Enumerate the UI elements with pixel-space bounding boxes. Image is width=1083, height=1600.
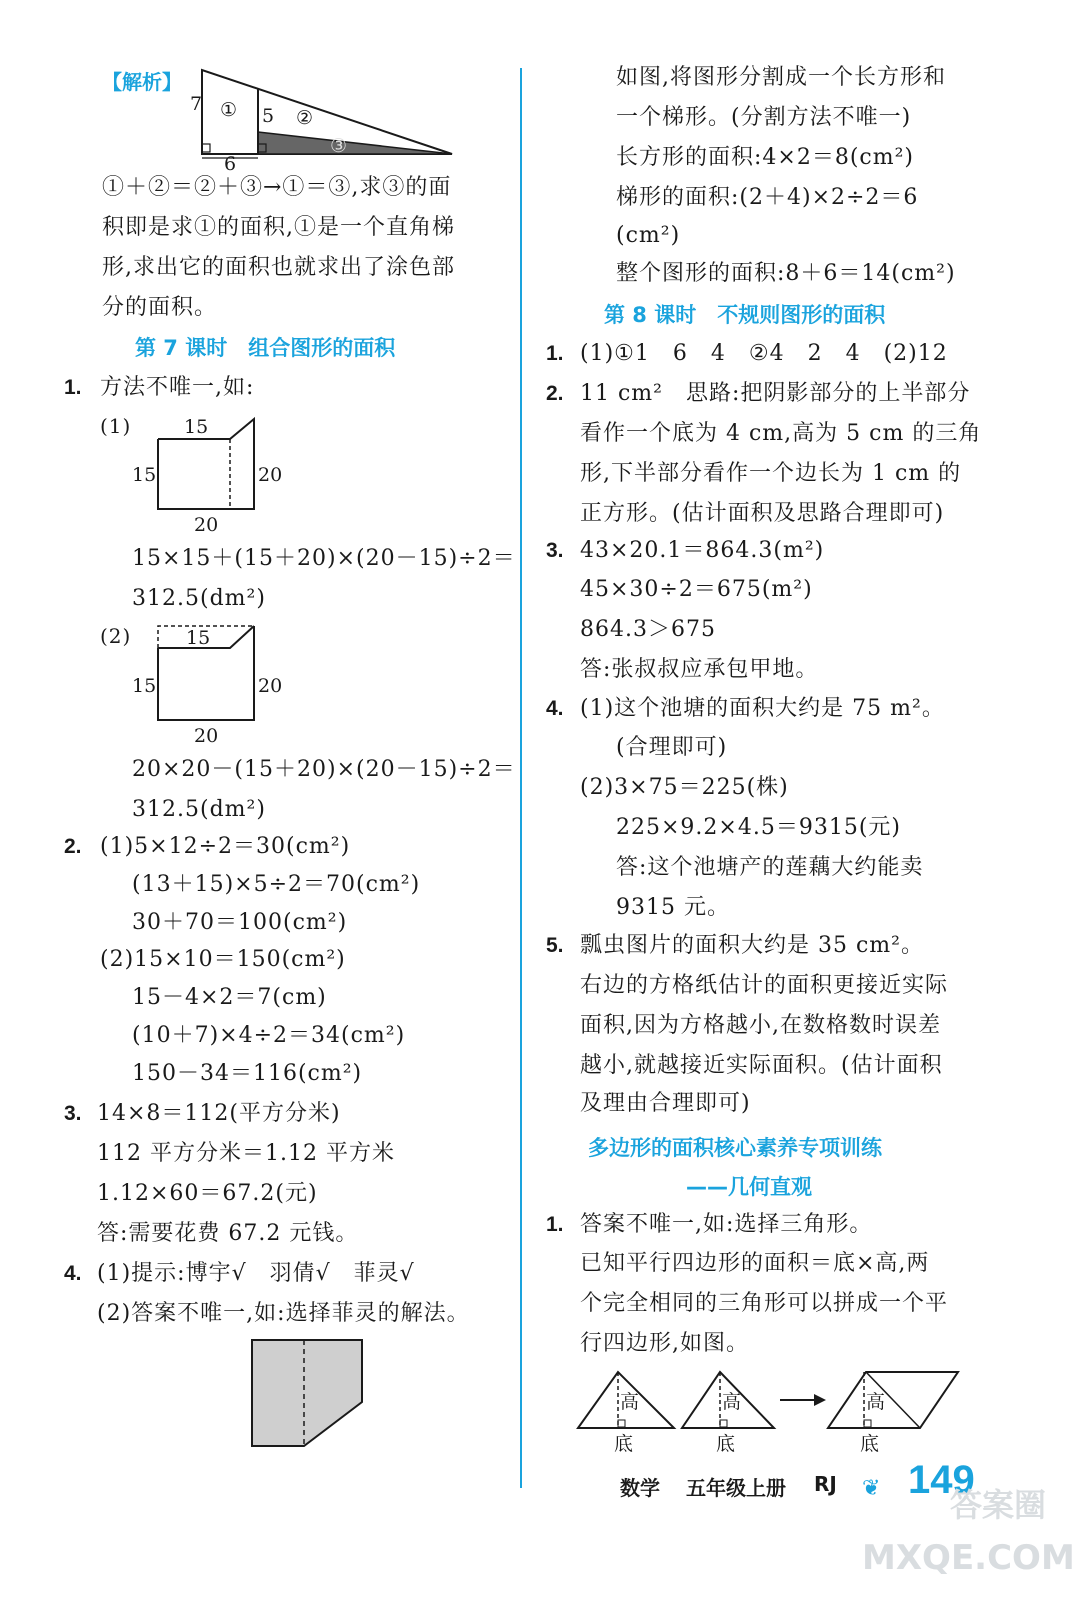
jiexi-line: ①＋②＝②＋③→①＝③,求③的面: [102, 175, 452, 200]
r-q5-line: 面积,因为方格越小,在数格数时误差: [580, 1013, 941, 1038]
q3-line: 1.12×60＝67.2(元): [97, 1181, 318, 1206]
s1-line: 个完全相同的三角形可以拼成一个平: [580, 1291, 949, 1316]
fig-a-left: 15: [132, 464, 157, 486]
fig1-label-7: 7: [190, 93, 203, 115]
q1-calc-line: 312.5(dm²): [132, 797, 266, 822]
para-height-label: 高: [866, 1391, 886, 1413]
q3-number: 3.: [64, 1102, 82, 1125]
fig1-region-3: ③: [330, 135, 348, 157]
jiexi-line: 形,求出它的面积也就求出了涂色部: [102, 255, 455, 280]
r-q4-line: 9315 元。: [616, 895, 730, 920]
q2-line: (2)15×10＝150(cm²): [100, 947, 346, 972]
footer-grade: 五年级上册: [686, 1476, 786, 1500]
fig1-label-5: 5: [262, 105, 275, 127]
r-q1-number: 1.: [546, 342, 564, 365]
tri2-base-label: 底: [716, 1433, 736, 1455]
r-q4-line: 答:这个池塘产的莲藕大约能卖: [616, 855, 924, 880]
right-top-line: 如图,将图形分割成一个长方形和: [616, 65, 946, 90]
q1-calc-line: 312.5(dm²): [132, 586, 266, 611]
q4-line: (1)提示:博宇√ 羽倩√ 菲灵√: [97, 1261, 415, 1286]
s1-line: 答案不唯一,如:选择三角形。: [580, 1212, 873, 1237]
r-q1-text: (1)①1 6 4 ②4 2 4 (2)12: [580, 341, 948, 366]
fig-a-bottom: 20: [194, 514, 219, 536]
q1-figure-b: [130, 622, 290, 747]
q1-calc-line: 15×15＋(15＋20)×(20－15)÷2＝: [132, 546, 516, 571]
q1-calc-line: 20×20－(15＋20)×(20－15)÷2＝: [132, 757, 516, 782]
column-divider: [520, 68, 522, 1488]
q2-number: 2.: [64, 835, 82, 858]
r-q3-line: 864.3＞675: [580, 617, 716, 642]
fig-b-left: 15: [132, 675, 157, 697]
q1-figure-a: [130, 415, 290, 540]
leaf-icon: ❦: [862, 1476, 881, 1501]
watermark-logo: 答案圈: [950, 1486, 1047, 1524]
q3-line: 112 平方分米＝1.12 平方米: [97, 1141, 395, 1166]
right-top-line: 长方形的面积:4×2＝8(cm²): [616, 145, 915, 170]
r-q5-number: 5.: [546, 934, 564, 957]
q3-line: 14×8＝112(平方分米): [97, 1101, 341, 1126]
s1-line: 已知平行四边形的面积＝底×高,两: [580, 1251, 930, 1276]
r-q3-line: 答:张叔叔应承包甲地。: [580, 657, 819, 682]
q2-line: (1)5×12÷2＝30(cm²): [100, 834, 351, 859]
q3-line: 答:需要花费 67.2 元钱。: [97, 1221, 359, 1246]
right-top-line: 梯形的面积:(2＋4)×2÷2＝6: [616, 185, 919, 210]
r-q5-line: 瓢虫图片的面积大约是 35 cm²。: [580, 933, 924, 958]
fig1-label-6: 6: [224, 153, 237, 175]
fig-b-top: 15: [186, 627, 211, 649]
lesson7-heading: 第 7 课时 组合图形的面积: [135, 336, 396, 360]
special-title: 多边形的面积核心素养专项训练: [588, 1136, 882, 1160]
right-top-line: 整个图形的面积:8＋6＝14(cm²): [616, 261, 956, 286]
q1-text: 方法不唯一,如:: [100, 375, 255, 400]
jiexi-line: 分的面积。: [102, 295, 218, 320]
r-q3-line: 43×20.1＝864.3(m²): [580, 538, 825, 563]
q4-line: (2)答案不唯一,如:选择菲灵的解法。: [97, 1301, 470, 1326]
watermark-url: MXQE.COM: [862, 1538, 1075, 1578]
q2-line: 15－4×2＝7(cm): [132, 985, 327, 1010]
q1-number: 1.: [64, 376, 82, 399]
q4-number: 4.: [64, 1262, 82, 1285]
fig1-region-1: ①: [220, 99, 238, 121]
fig-a-top: 15: [184, 416, 209, 438]
para-base-label: 底: [860, 1433, 880, 1455]
q2-line: 150－34＝116(cm²): [132, 1061, 363, 1086]
right-top-line: 一个梯形。(分割方法不唯一): [616, 105, 912, 130]
jiexi-line: 积即是求①的面积,①是一个直角梯: [102, 215, 455, 240]
lesson8-heading: 第 8 课时 不规则图形的面积: [604, 303, 886, 327]
r-q4-number: 4.: [546, 697, 564, 720]
fig-b-right: 20: [258, 675, 283, 697]
r-q2-line: 正方形。(估计面积及思路合理即可): [580, 501, 945, 526]
s1-line: 行四边形,如图。: [580, 1331, 749, 1356]
q2-line: 30＋70＝100(cm²): [132, 910, 348, 935]
r-q5-line: 及理由合理即可): [580, 1091, 751, 1116]
footer-subject: 数学: [620, 1476, 660, 1500]
fig1-region-2: ②: [296, 107, 314, 129]
r-q2-line: 11 cm² 思路:把阴影部分的上半部分: [580, 381, 971, 406]
footer-edition: RJ: [814, 1472, 837, 1496]
q4-figure: [248, 1336, 368, 1456]
right-top-line: (cm²): [616, 223, 681, 248]
fig-a-right: 20: [258, 464, 283, 486]
r-q2-line: 看作一个底为 4 cm,高为 5 cm 的三角: [580, 421, 982, 446]
r-q4-line: (2)3×75＝225(株): [580, 775, 789, 800]
jiexi-figure: [190, 62, 460, 175]
r-q3-line: 45×30÷2＝675(m²): [580, 577, 813, 602]
r-q5-line: 越小,就越接近实际面积。(估计面积: [580, 1053, 943, 1078]
page-number: 149: [908, 1458, 975, 1502]
tri1-base-label: 底: [614, 1433, 634, 1455]
q2-line: (10＋7)×4÷2＝34(cm²): [132, 1023, 406, 1048]
tri1-height-label: 高: [620, 1391, 640, 1413]
s1-number: 1.: [546, 1213, 564, 1236]
q1-part1-label: (1): [100, 414, 132, 438]
special-subtitle: ——几何直观: [686, 1175, 812, 1199]
r-q2-number: 2.: [546, 382, 564, 405]
jiexi-tag: 【解析】: [102, 70, 182, 94]
r-q4-line: (合理即可): [616, 735, 728, 760]
r-q4-line: (1)这个池塘的面积大约是 75 m²。: [580, 696, 945, 721]
r-q3-number: 3.: [546, 539, 564, 562]
r-q4-line: 225×9.2×4.5＝9315(元): [616, 815, 901, 840]
triangle-parallelogram-figure: [574, 1368, 966, 1456]
q1-part2-label: (2): [100, 624, 132, 648]
r-q2-line: 形,下半部分看作一个边长为 1 cm 的: [580, 461, 962, 486]
fig-b-bottom: 20: [194, 725, 219, 747]
q2-line: (13＋15)×5÷2＝70(cm²): [132, 872, 421, 897]
tri2-height-label: 高: [722, 1391, 742, 1413]
r-q5-line: 右边的方格纸估计的面积更接近实际: [580, 973, 949, 998]
